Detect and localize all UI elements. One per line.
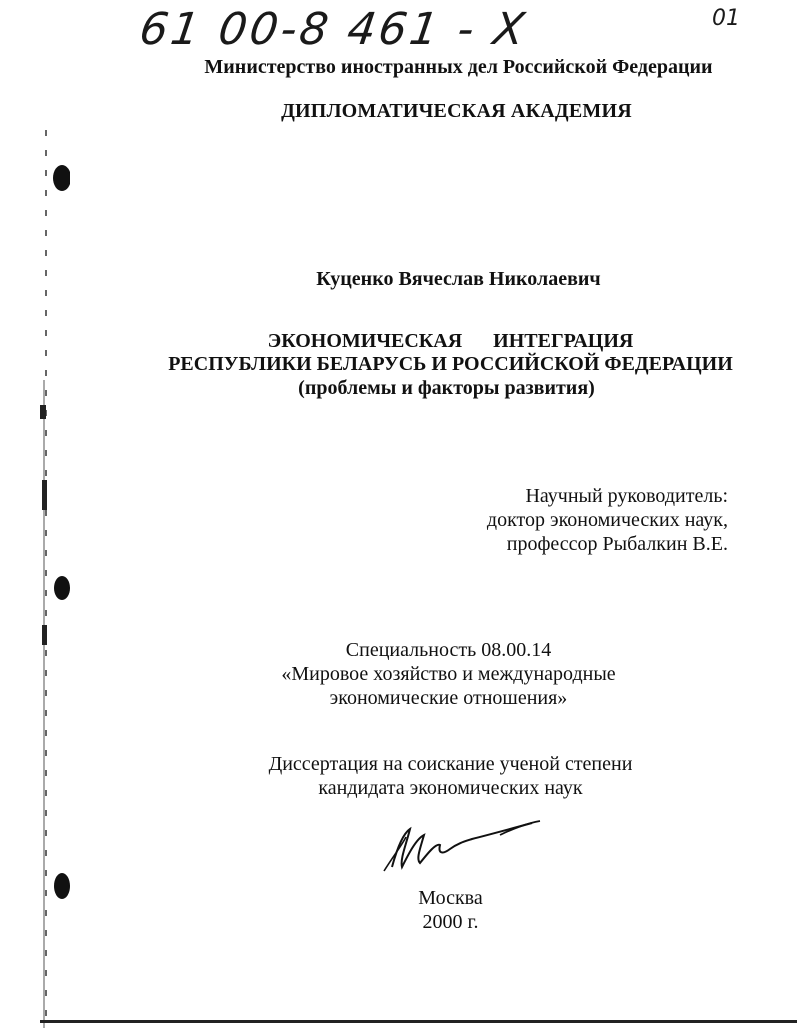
signature xyxy=(380,815,550,875)
supervisor-label: Научный руководитель: xyxy=(525,485,728,507)
dissertation-line-2: кандидата экономических наук xyxy=(318,777,583,799)
dissertation-line-1: Диссертация на соискание ученой степени xyxy=(268,753,633,775)
binder-hole-2 xyxy=(54,576,70,600)
handwritten-catalog-number: 61 00-8 461 - X xyxy=(136,4,531,55)
title-line-2: РЕСПУБЛИКИ БЕЛАРУСЬ И РОССИЙСКОЙ ФЕДЕРАЦИИ xyxy=(168,353,733,375)
academy-heading: ДИПЛОМАТИЧЕСКАЯ АКАДЕМИЯ xyxy=(281,100,632,122)
handwritten-corner-mark: 01 xyxy=(712,6,740,31)
specialty-block xyxy=(50,638,797,710)
footer-city: Москва xyxy=(418,887,483,909)
author-name: Куценко Вячеслав Николаевич xyxy=(316,268,601,290)
footer-year: 2000 г. xyxy=(422,911,479,933)
dissertation-block xyxy=(52,752,797,800)
supervisor-degree: доктор экономических наук, xyxy=(486,509,728,531)
title-line-1: ЭКОНОМИЧЕСКАЯ ИНТЕГРАЦИЯ xyxy=(267,330,634,352)
supervisor-block xyxy=(487,484,728,556)
specialty-code: Специальность 08.00.14 xyxy=(345,639,552,661)
footer-block xyxy=(52,886,797,934)
ministry-heading: Министерство иностранных дел Российской Федерации xyxy=(204,56,713,78)
binder-holes xyxy=(0,0,70,1028)
specialty-name-2: экономические отношения» xyxy=(329,687,568,709)
supervisor-name: профессор Рыбалкин В.Е. xyxy=(506,533,728,555)
title-line-3: (проблемы и факторы развития) xyxy=(298,377,595,399)
page-bottom-edge xyxy=(40,1020,797,1023)
specialty-name-1: «Мировое хозяйство и международные xyxy=(281,663,616,685)
binder-hole-1 xyxy=(53,165,70,191)
